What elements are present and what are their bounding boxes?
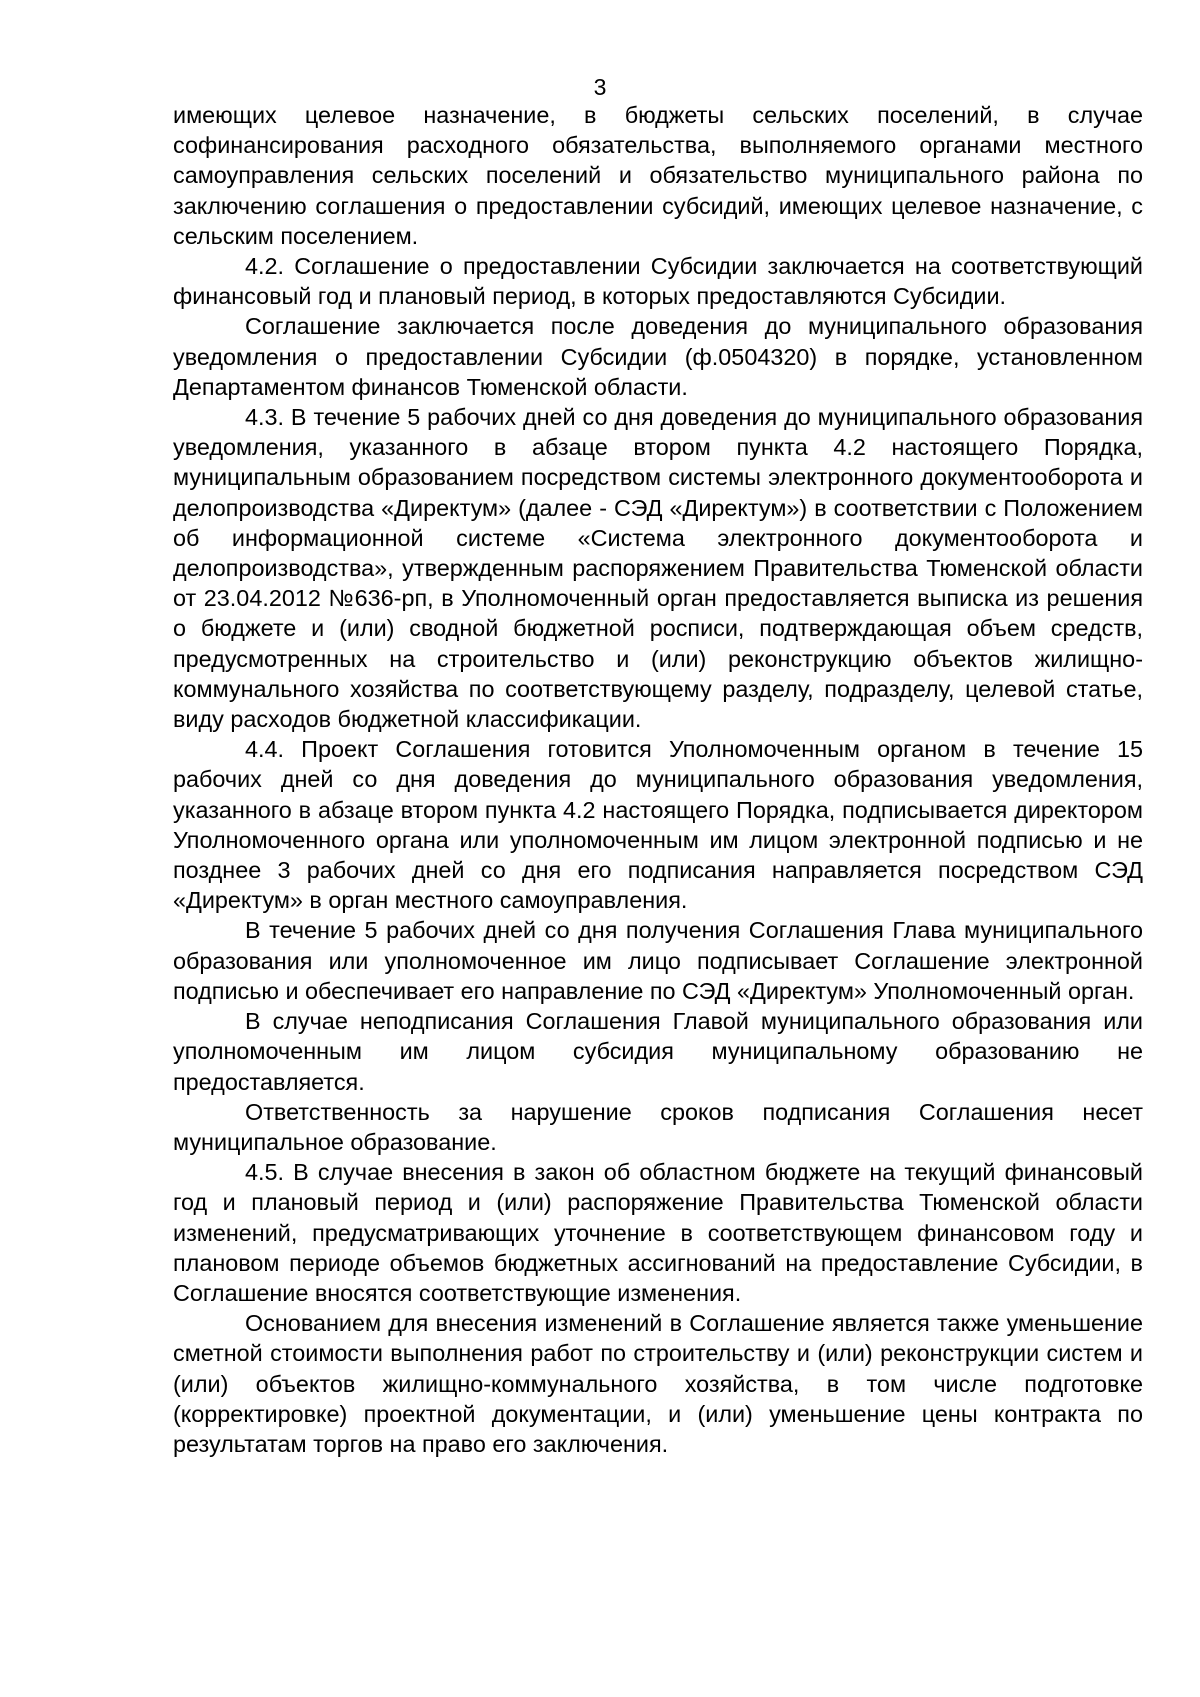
paragraph-4-3: 4.3. В течение 5 рабочих дней со дня доведения до муниципального образования уведомления, указанного в абзаце втором пункта 4.2 настоящего Порядка, муниципальным образованием посредством системы электронного документооборота и делопроизводства «Директум» (далее - СЭД «Директум») в соответствии с Положением об информационной системе «Система электронного документооборота и делопроизводства», утвержденным распоряжением Правительства Тюменской области от 23.04.2012 №636-рп, в Уполномоченный орган предоставляется выписка из решения о бюджете и (или) сводной бюджетной росписи, подтверждающая объем средств, предусмотренных на строительство и (или) реконструкцию объектов жилищно-коммунального хозяйства по соответствующему разделу, подразделу, целевой статье, виду расходов бюджетной классификации. bbox=[173, 404, 1143, 733]
paragraph-amendment-grounds: Основанием для внесения изменений в Соглашение является также уменьшение сметной стоимости выполнения работ по строительству и (или) реконструкции систем и (или) объектов жилищно-коммунального хозяйства, в том числе подготовке (корректировке) проектной документации, и (или) уменьшение цены контракта по результатам торгов на право его заключения. bbox=[173, 1310, 1143, 1457]
page-number: 3 bbox=[593, 74, 607, 100]
paragraph-responsibility: Ответственность за нарушение сроков подписания Соглашения несет муниципальное образование. bbox=[173, 1098, 1143, 1155]
paragraph-agreement-conclusion: Соглашение заключается после доведения до муниципального образования уведомления о предоставлении Субсидии (ф.0504320) в порядке, установленном Департаментом финансов Тюменской области. bbox=[173, 313, 1143, 400]
paragraph-signing-term: В течение 5 рабочих дней со дня получения Соглашения Глава муниципального образования или уполномоченное им лицо подписывает Соглашение электронной подписью и обеспечивает его направление по СЭД «Директум» Уполномоченный орган. bbox=[173, 917, 1143, 1004]
document-body bbox=[173, 100, 1143, 1459]
paragraph-4-5: 4.5. В случае внесения в закон об областном бюджете на текущий финансовый год и плановый период и (или) распоряжение Правительства Тюменской области изменений, предусматривающих уточнение в соответствующем финансовом году и плановом периоде объемов бюджетных ассигнований на предоставление Субсидии, в Соглашение вносятся соответствующие изменения. bbox=[173, 1159, 1143, 1306]
paragraph-non-signing: В случае неподписания Соглашения Главой муниципального образования или уполномоченным им лицом субсидия муниципальному образованию не предоставляется. bbox=[173, 1008, 1143, 1095]
paragraph-4-2: 4.2. Соглашение о предоставлении Субсидии заключается на соответствующий финансовый год и плановый период, в которых предоставляются Субсидии. bbox=[173, 253, 1143, 310]
paragraph-4-4: 4.4. Проект Соглашения готовится Уполномоченным органом в течение 15 рабочих дней со дня доведения до муниципального образования уведомления, указанного в абзаце втором пункта 4.2 настоящего Порядка, подписывается директором Уполномоченного органа или уполномоченным им лицом электронной подписью и не позднее 3 рабочих дней со дня его подписания направляется посредством СЭД «Директум» в орган местного самоуправления. bbox=[173, 736, 1143, 914]
paragraph-continuation: имеющих целевое назначение, в бюджеты сельских поселений, в случае софинансирования расходного обязательства, выполняемого органами местного самоуправления сельских поселений и обязательство муниципального района по заключению соглашения о предоставлении субсидий, имеющих целевое назначение, с сельским поселением. bbox=[173, 102, 1143, 249]
